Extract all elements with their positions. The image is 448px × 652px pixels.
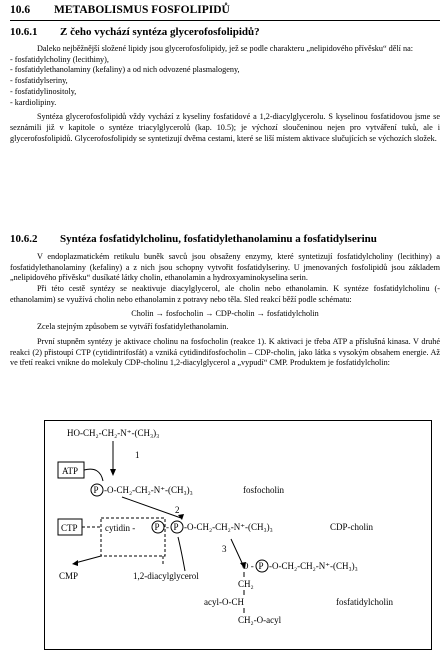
section-title: METABOLISMUS FOSFOLIPIDŮ xyxy=(54,4,230,16)
phosphate-symbol-3: P xyxy=(173,522,179,532)
subsection-heading-1 xyxy=(10,26,260,38)
cmp-label: CMP xyxy=(59,571,79,581)
subsection-number-2: 10.6.2 xyxy=(10,233,38,245)
cmp-arrow xyxy=(75,556,101,563)
arrow-step2 xyxy=(122,497,181,518)
dag-curve xyxy=(178,537,185,571)
subsection-heading-2 xyxy=(10,233,377,245)
reaction-scheme xyxy=(44,420,432,650)
heading-rule xyxy=(10,20,440,21)
ctp-label: CTP xyxy=(61,523,78,533)
cmp-arrowhead xyxy=(72,560,78,566)
section-number: 10.6 xyxy=(10,4,31,16)
list-item: - fosfatidylseriny, xyxy=(10,76,68,86)
body-block xyxy=(10,252,440,369)
reaction-scheme-svg xyxy=(45,421,431,649)
paragraph-synthesis: Syntéza glycerofosfolipidů vždy vychází z kyseliny fosfatidové a 1,2-diacylglycerolu. S kyselinou fosfatidovou jsme se seznámili již v kapitole o syntéze triacylglycerolů (kap. 10.5); je výchozí sloučeninou nejen pro vytváření tuků, ale i glycerofosfolipidů. Glycerofosfolipidy se syntetizují dvěma cestami, které se liší místem aktivace slučujících se výchozích složek. xyxy=(10,112,440,143)
subsection-title-2: Syntéza fosfatidylcholinu, fosfatidylethanolaminu a fosfatidylserinu xyxy=(60,233,377,245)
cytidin-label: cytidin - xyxy=(105,523,136,533)
subsection-title-1: Z čeho vychází syntéza glycerofosfolipidů? xyxy=(60,26,260,38)
phosphate-symbol-2: P xyxy=(154,522,160,532)
step2-number: 2 xyxy=(175,505,180,515)
cdp-choline-label: CDP-cholin xyxy=(330,522,374,532)
step1-number: 1 xyxy=(135,450,140,460)
choline-formula: HO-CH₂-CH₂-N⁺-(CH₃)₃ xyxy=(67,428,160,438)
list-item: - fosfatidylcholiny (lecithiny), xyxy=(10,54,109,64)
paragraph-intro: Daleko nejběžnější složené lipidy jsou glycerofosfolipidy, jež se podle charakteru „nelipidového přívěsku“ dělí na: xyxy=(37,44,413,53)
phosphate-symbol-1: P xyxy=(93,485,99,495)
step3-number: 3 xyxy=(222,544,227,554)
phospholipid-list xyxy=(10,55,440,109)
phosphate-symbol-4: P xyxy=(258,561,264,571)
arrowhead-step1 xyxy=(110,469,116,476)
list-item: - fosfatidylethanolaminy (kefaliny) a od nich odvozené plasmalogeny, xyxy=(10,65,240,75)
intro-block xyxy=(10,44,440,144)
pc-ch2-o-acyl: CH₂-O-acyl xyxy=(238,615,282,625)
paragraph-steps: První stupněm syntézy je aktivace cholinu na fosfocholin (reakce 1). K aktivaci je třeba ATP a příslušná kinasa. V druhé reakci (2) přistoupí CTP (cytidintrifosfát) a vzniká cytidindifosfocholin – CDP-cholin, jako látka s vysokým obsahem energie. Až ve třetí reakci vnikne do molekuly CDP-cholinu 1,2-diacylglycerol a „vypudí“ CMP. Produktem je fosfatidylcholin: xyxy=(10,336,440,368)
paragraph-ethanolamine: Zcela stejným způsobem se vytváří fosfatidylethanolamin. xyxy=(37,322,229,332)
phosphocholine-label: fosfocholin xyxy=(243,485,284,495)
pc-label: fosfatidylcholin xyxy=(336,597,393,607)
pc-ch2-top: CH₂ xyxy=(238,579,254,589)
atp-label: ATP xyxy=(62,466,79,476)
list-item: - kardiolipiny. xyxy=(10,97,57,107)
pc-o-label: O - xyxy=(242,561,254,571)
pc-chain: -O-CH₂-CH₂-N⁺-(CH₃)₃ xyxy=(269,561,358,571)
subsection-number-1: 10.6.1 xyxy=(10,26,38,38)
list-item: - fosfatidylinositoly, xyxy=(10,86,77,96)
reaction-sequence: Cholin → fosfocholin → CDP-cholin → fosfatidylcholin xyxy=(131,308,319,318)
dag-label: 1,2-diacylglycerol xyxy=(133,571,199,581)
atp-curve xyxy=(84,469,103,481)
dash-between-phosphates: - xyxy=(166,522,169,532)
cdp-choline-chain: -O-CH₂-CH₂-N⁺-(CH₃)₃ xyxy=(184,522,273,532)
paragraph-pathway: Při této cestě syntézy se neaktivuje diacylglycerol, ale cholin nebo ethanolamin. K syntéze fosfatidylcholinu (-ethanolamim) se využívá cholin nebo ethanolamin z potravy nebo těla. Sled reakcí běží podle schématu: xyxy=(10,284,440,304)
phosphocholine-chain: -O-CH₂-CH₂-N⁺-(CH₃)₃ xyxy=(104,485,193,495)
pc-acyl-o-ch: acyl-O-CH xyxy=(204,597,244,607)
paragraph-er: V endoplazmatickém retikulu buněk savců jsou obsaženy enzymy, které syntetizují fosfatidylcholiny (lecithiny) a fosfatidylethanolaminy (kefaliny) a z nich jsou schopny vytvořit fosfatidylseriny. U jmenovaných fosfolipidů jsou základem „nelipidového přívěsku“ dusíkaté látky cholin, ethanolamin a hydroxyaminokyselina serin. xyxy=(10,252,440,283)
section-heading xyxy=(10,4,230,16)
